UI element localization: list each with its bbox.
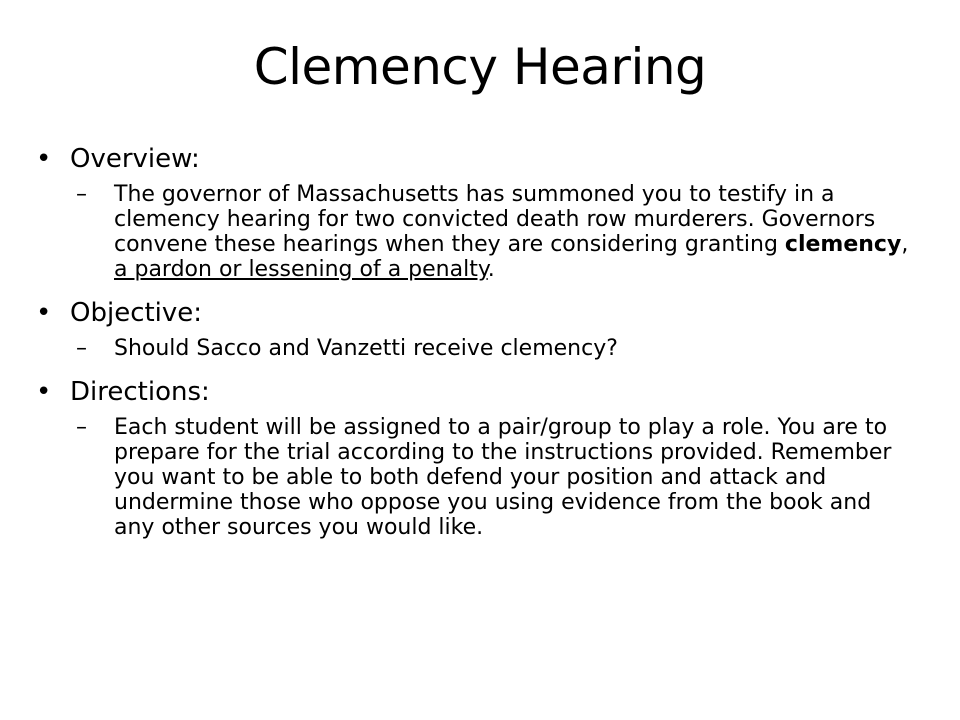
overview-subitem xyxy=(36,182,916,282)
slide-title: Clemency Hearing xyxy=(253,38,707,96)
bullet-overview xyxy=(36,142,916,176)
objective-subitem xyxy=(36,336,916,361)
slide-body xyxy=(36,142,916,554)
directions-text: Each student will be assigned to a pair/group to play a role. You are to prepare for the trial according to the instructions provided. Remember you want to be able to both defend your position and attack and undermine those who oppose you using evidence from the book and any other sources you would like. xyxy=(114,415,892,540)
clemency-term: clemency xyxy=(784,232,902,257)
bullet-directions xyxy=(36,375,916,409)
dash-icon: – xyxy=(76,415,87,440)
bullet-icon: • xyxy=(36,298,52,328)
objective-heading: Objective: xyxy=(70,298,203,328)
overview-text: The governor of Massachusetts has summoned you to testify in a clemency hearing for two convicted death row murderers. Governors convene these hearings when they are considering granting xyxy=(114,182,876,257)
clemency-definition: a pardon or lessening of a penalty xyxy=(114,257,488,282)
directions-heading: Directions: xyxy=(70,377,210,407)
dash-icon: – xyxy=(76,336,87,361)
bullet-objective xyxy=(36,296,916,330)
comma-separator: , xyxy=(901,232,909,257)
overview-period: . xyxy=(487,257,495,282)
overview-heading: Overview: xyxy=(70,144,200,174)
objective-text: Should Sacco and Vanzetti receive clemency? xyxy=(114,336,618,361)
bullet-icon: • xyxy=(36,377,52,407)
dash-icon: – xyxy=(76,182,87,207)
directions-subitem xyxy=(36,415,916,540)
bullet-icon: • xyxy=(36,144,52,174)
